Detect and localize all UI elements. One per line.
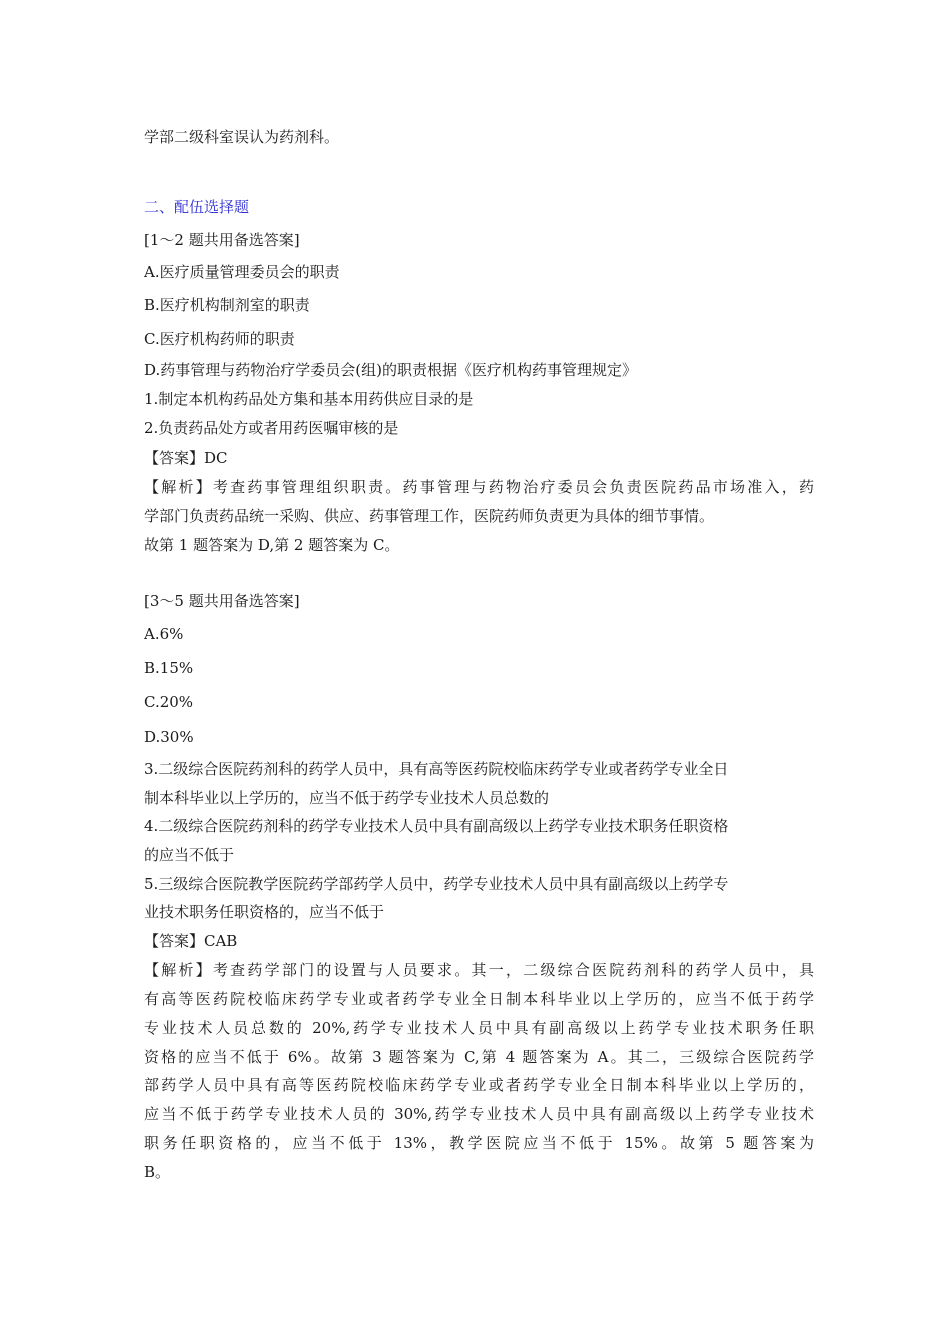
group1-analysis-line: 学部门负责药品统一采购、供应、药事管理工作，医院药师负责更为具体的细节事情。: [144, 507, 715, 525]
group1-option-d: D.药事管理与药物治疗学委员会(组)的职责根据《医疗机构药事管理规定》: [144, 361, 637, 379]
group2-analysis-line: 职务任职资格的，应当不低于 13%，教学医院应当不低于 15%。故第 5 题答案为: [144, 1134, 814, 1152]
group2-analysis-line: 应当不低于药学专业技术人员的 30%,药学专业技术人员中具有副高级以上药学专业技术: [144, 1105, 814, 1123]
group2-analysis-line: 专业技术人员总数的 20%,药学专业技术人员中具有副高级以上药学专业技术职务任职: [144, 1019, 814, 1037]
group2-question-line: 5.三级综合医院教学医院药学部药学人员中，药学专业技术人员中具有副高级以上药学专: [144, 875, 729, 893]
group2-option-c: C.20%: [144, 693, 194, 711]
group1-question-1: 1.制定本机构药品处方集和基本用药供应目录的是: [144, 390, 474, 408]
group2-option-b: B.15%: [144, 659, 194, 677]
group2-question-line: 制本科毕业以上学历的，应当不低于药学专业技术人员总数的: [144, 789, 550, 807]
group1-analysis-line: 【解析】考查药事管理组织职责。药事管理与药物治疗委员会负责医院药品市场准入，药: [144, 478, 814, 496]
group2-option-d: D.30%: [144, 728, 194, 746]
group1-analysis-line: 故第 1 题答案为 D,第 2 题答案为 C。: [144, 536, 400, 554]
group1-option-a: A.医疗质量管理委员会的职责: [144, 263, 340, 281]
group2-analysis-line: 资格的应当不低于 6%。故第 3 题答案为 C,第 4 题答案为 A。其二，三级综合医院药学: [144, 1048, 814, 1066]
group2-option-a: A.6%: [144, 625, 184, 643]
group1-option-b: B.医疗机构制剂室的职责: [144, 296, 310, 314]
group2-question-line: 4.二级综合医院药剂科的药学专业技术人员中具有副高级以上药学专业技术职务任职资格: [144, 817, 729, 835]
intro-text: 学部二级科室误认为药剂科。: [144, 128, 340, 146]
group2-question-line: 业技术职务任职资格的，应当不低于: [144, 903, 385, 921]
group1-option-c: C.医疗机构药师的职责: [144, 330, 295, 348]
group2-analysis-line: 有高等医药院校临床药学专业或者药学专业全日制本科毕业以上学历的，应当不低于药学: [144, 990, 814, 1008]
group2-question-line: 3.二级综合医院药剂科的药学人员中，具有高等医药院校临床药学专业或者药学专业全日: [144, 760, 729, 778]
group2-analysis-line: 【解析】考查药学部门的设置与人员要求。其一，二级综合医院药剂科的药学人员中，具: [144, 961, 814, 979]
group1-question-2: 2.负责药品处方或者用药医嘱审核的是: [144, 419, 399, 437]
section-heading: 二、配伍选择题: [144, 198, 250, 216]
group1-header: [1～2 题共用备选答案]: [144, 231, 300, 249]
group2-analysis-line: B。: [144, 1163, 171, 1181]
group1-answer: 【答案】DC: [144, 449, 228, 467]
group2-header: [3～5 题共用备选答案]: [144, 592, 300, 610]
group2-analysis-line: 部药学人员中具有高等医药院校临床药学专业或者药学专业全日制本科毕业以上学历的，: [144, 1076, 814, 1094]
group2-question-line: 的应当不低于: [144, 846, 235, 864]
group2-answer: 【答案】CAB: [144, 932, 238, 950]
